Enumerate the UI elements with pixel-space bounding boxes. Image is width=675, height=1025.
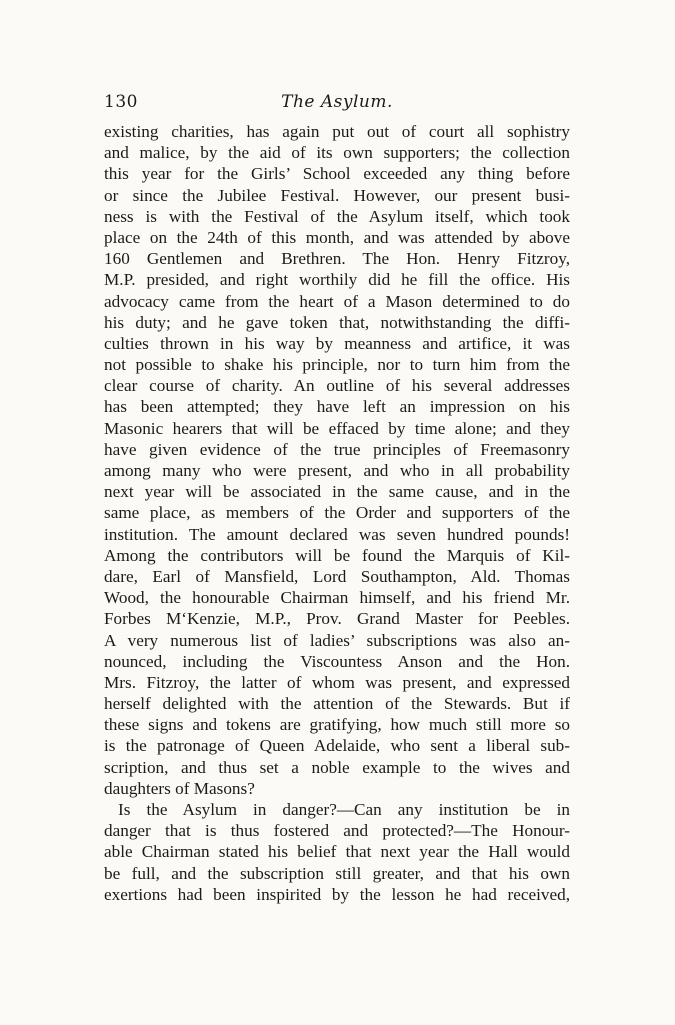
- text-line: Is the Asylum in danger?—Can any institution be in: [118, 800, 570, 819]
- text-line: place on the 24th of this month, and was attended by above: [104, 227, 570, 247]
- text-line: 160 Gentlemen and Brethren. The Hon. Henry Fitzroy,: [104, 249, 570, 269]
- text-line: clear course of charity. An outline of his several addresses: [104, 376, 570, 396]
- page-header: [104, 92, 570, 116]
- text-line: culties thrown in his way by meanness and artifice, it was: [104, 333, 570, 353]
- text-line: Wood, the honourable Chairman himself, and his friend Mr.: [104, 588, 570, 608]
- text-line: exertions had been inspirited by the lesson he had received,: [104, 884, 570, 904]
- text-line: institution. The amount declared was seven hundred pounds!: [104, 524, 570, 544]
- text-line: and malice, by the aid of its own supporters; the collection: [104, 143, 570, 163]
- running-title: The Asylum.: [281, 92, 393, 112]
- text-line: his duty; and he gave token that, notwithstanding the diffi-: [104, 312, 570, 332]
- text-line: next year will be associated in the same cause, and in the: [104, 482, 570, 502]
- text-line: or since the Jubilee Festival. However, our present busi-: [104, 185, 570, 205]
- text-line: scription, and thus set a noble example to the wives and: [104, 757, 570, 777]
- page-number: 130: [104, 92, 138, 112]
- text-line: have given evidence of the true principles of Freemasonry: [104, 439, 570, 459]
- text-line: Forbes M‘Kenzie, M.P., Prov. Grand Master for Peebles.: [104, 609, 570, 629]
- text-line: daughters of Masons?: [104, 778, 255, 798]
- text-line: not possible to shake his principle, nor to turn him from the: [104, 355, 570, 375]
- text-line: danger that is thus fostered and protected?—The Honour-: [104, 821, 570, 841]
- text-line: nounced, including the Viscountess Anson and the Hon.: [104, 651, 570, 671]
- text-line: Among the contributors will be found the Marquis of Kil-: [104, 545, 570, 565]
- text-line: has been attempted; they have left an impression on his: [104, 397, 570, 417]
- text-line: M.P. presided, and right worthily did he fill the office. His: [104, 270, 570, 290]
- text-line: dare, Earl of Mansfield, Lord Southampton, Ald. Thomas: [104, 566, 570, 586]
- text-line: herself delighted with the attention of the Stewards. But if: [104, 694, 570, 714]
- text-line: Masonic hearers that will be effaced by time alone; and they: [104, 418, 570, 438]
- text-line: A very numerous list of ladies’ subscriptions was also an-: [104, 630, 570, 650]
- body-text: [104, 121, 570, 905]
- text-line: existing charities, has again put out of court all sophistry: [104, 122, 570, 141]
- text-line: among many who were present, and who in all probability: [104, 461, 570, 480]
- text-line: is the patronage of Queen Adelaide, who sent a liberal sub-: [104, 736, 570, 756]
- text-line: be full, and the subscription still greater, and that his own: [104, 863, 570, 883]
- text-line: Mrs. Fitzroy, the latter of whom was present, and expressed: [104, 672, 570, 692]
- text-line: able Chairman stated his belief that next year the Hall would: [104, 842, 570, 862]
- text-line: same place, as members of the Order and supporters of the: [104, 503, 570, 523]
- text-line: these signs and tokens are gratifying, how much still more so: [104, 715, 570, 735]
- text-line: this year for the Girls’ School exceeded any thing before: [104, 164, 570, 184]
- text-line: advocacy came from the heart of a Mason determined to do: [104, 291, 570, 311]
- text-line: ness is with the Festival of the Asylum itself, which took: [104, 206, 570, 226]
